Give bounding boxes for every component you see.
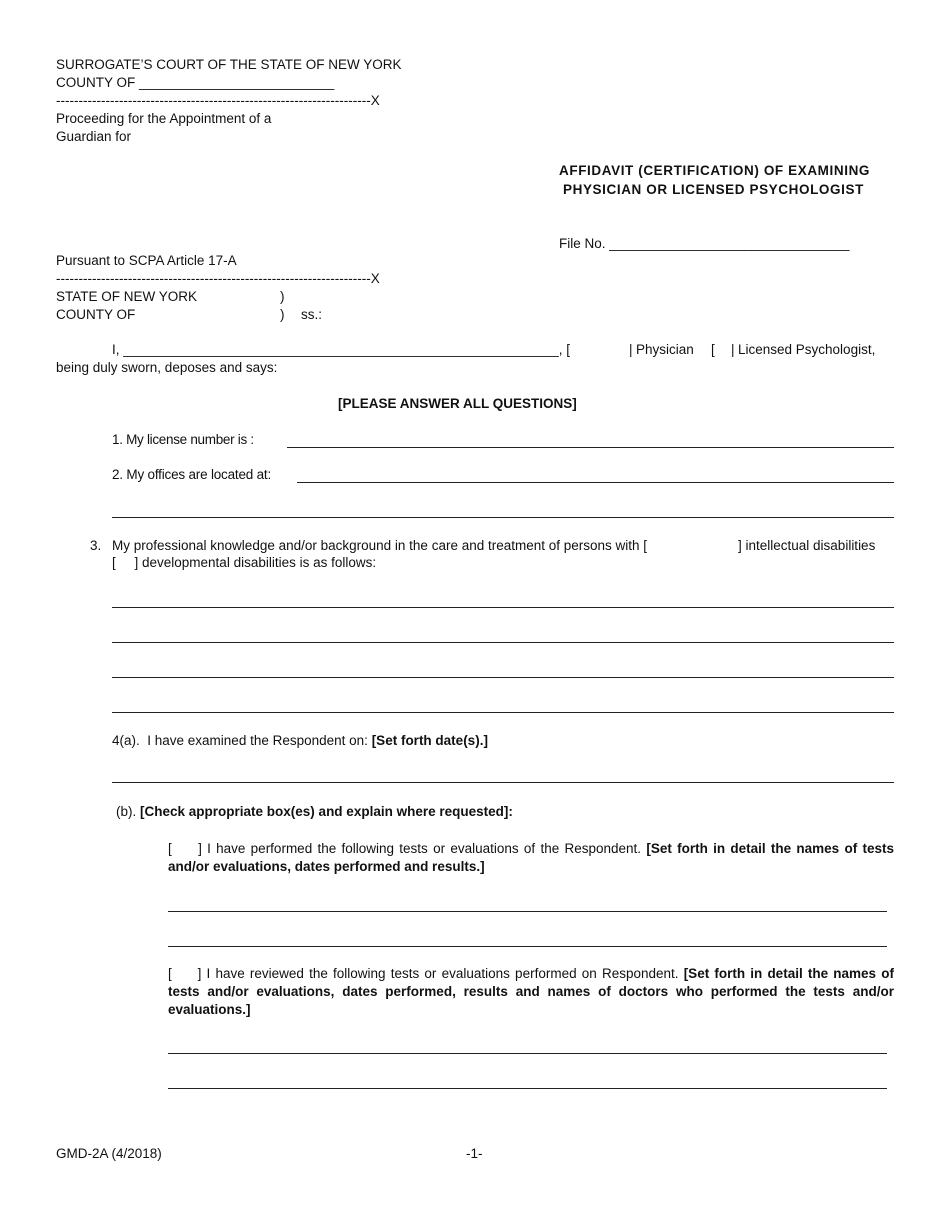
q3-answer-line[interactable] bbox=[112, 712, 894, 713]
exam-dates-line[interactable] bbox=[112, 782, 894, 783]
q3-number: 3. bbox=[90, 538, 102, 553]
q3-answer-line[interactable] bbox=[112, 642, 894, 643]
q4a-label-text: 4(a). I have examined the Respondent on: bbox=[112, 733, 368, 748]
q4b-label bbox=[116, 803, 513, 821]
form-identifier: GMD-2A (4/2018) bbox=[56, 1146, 162, 1161]
performed-tests-instruction: [Set forth in detail the names of tests and/or evaluations, dates performed and results.] bbox=[168, 841, 894, 874]
affidavit-title-line-1: AFFIDAVIT (CERTIFICATION) OF EXAMINING bbox=[559, 163, 871, 178]
q4a-instruction: [Set forth date(s).] bbox=[371, 733, 488, 748]
q2-label: 2. My offices are located at: bbox=[112, 467, 272, 482]
q3-answer-line[interactable] bbox=[112, 607, 894, 608]
performed-tests-answer-line[interactable] bbox=[168, 911, 887, 912]
instruction-heading: [PLEASE ANSWER ALL QUESTIONS] bbox=[338, 396, 577, 411]
performed-tests-answer-line[interactable] bbox=[168, 946, 887, 947]
q1-label: 1. My license number is : bbox=[112, 432, 254, 447]
performed-tests-text: [ ] I have performed the following tests or evaluations of the Respondent. bbox=[168, 841, 642, 856]
caption-separator-bottom: ----------------------------------------------------------------------X bbox=[56, 271, 380, 286]
pursuant-line: Pursuant to SCPA Article 17-A bbox=[56, 253, 237, 268]
reviewed-tests-answer-line[interactable] bbox=[168, 1088, 887, 1089]
affidavit-title-line-2: PHYSICIAN OR LICENSED PSYCHOLOGIST bbox=[563, 182, 864, 197]
sworn-statement: being duly sworn, deposes and says: bbox=[56, 360, 278, 375]
office-address-line-2[interactable] bbox=[112, 517, 894, 518]
physician-label: Physician bbox=[636, 342, 694, 357]
file-number-field[interactable]: File No. ________________________________ bbox=[559, 236, 850, 251]
license-number-line[interactable] bbox=[287, 447, 894, 448]
deponent-name-field[interactable]: I, __________________________________________________________, [ bbox=[112, 342, 570, 357]
reviewed-tests-option[interactable] bbox=[168, 965, 894, 1019]
office-address-line-1[interactable] bbox=[297, 482, 894, 483]
venue-state: STATE OF NEW YORK bbox=[56, 289, 198, 304]
reviewed-tests-instruction: [Set forth in detail the names of tests and/or evaluations, dates performed, results and names of doctors who performed the tests and/or evaluations.] bbox=[168, 966, 894, 1017]
venue-paren-1: ) bbox=[280, 289, 285, 304]
caption-separator-top: ----------------------------------------------------------------------X bbox=[56, 93, 380, 108]
psychologist-label: Licensed Psychologist, bbox=[738, 342, 876, 357]
proceeding-line-1: Proceeding for the Appointment of a bbox=[56, 111, 272, 126]
q4a-label bbox=[112, 732, 488, 750]
reviewed-tests-answer-line[interactable] bbox=[168, 1053, 887, 1054]
physician-checkbox[interactable]: | bbox=[629, 342, 633, 357]
proceeding-line-2: Guardian for bbox=[56, 129, 132, 144]
page-number: -1- bbox=[466, 1146, 483, 1161]
q4b-number: (b). bbox=[116, 804, 137, 819]
court-heading: SURROGATE’S COURT OF THE STATE OF NEW YORK bbox=[56, 57, 402, 72]
venue-paren-2: ) bbox=[280, 307, 285, 322]
psychologist-checkbox-close[interactable]: | bbox=[731, 342, 735, 357]
q3-text-line-1: My professional knowledge and/or background in the care and treatment of persons with [ bbox=[112, 538, 648, 553]
performed-tests-option[interactable] bbox=[168, 840, 894, 876]
q3-answer-line[interactable] bbox=[112, 677, 894, 678]
county-field[interactable]: COUNTY OF __________________________ bbox=[56, 75, 335, 90]
reviewed-tests-text: [ ] I have reviewed the following tests or evaluations performed on Respondent. bbox=[168, 966, 679, 981]
intellectual-disabilities-checkbox[interactable]: ] intellectual disabilities bbox=[738, 538, 876, 553]
venue-ss: ss.: bbox=[301, 307, 323, 322]
venue-county: COUNTY OF bbox=[56, 307, 136, 322]
developmental-disabilities-checkbox[interactable]: [ ] developmental disabilities is as follows: bbox=[112, 555, 377, 570]
q4b-instruction: [Check appropriate box(es) and explain where requested]: bbox=[140, 804, 513, 819]
psychologist-checkbox-open[interactable]: [ bbox=[711, 342, 715, 357]
